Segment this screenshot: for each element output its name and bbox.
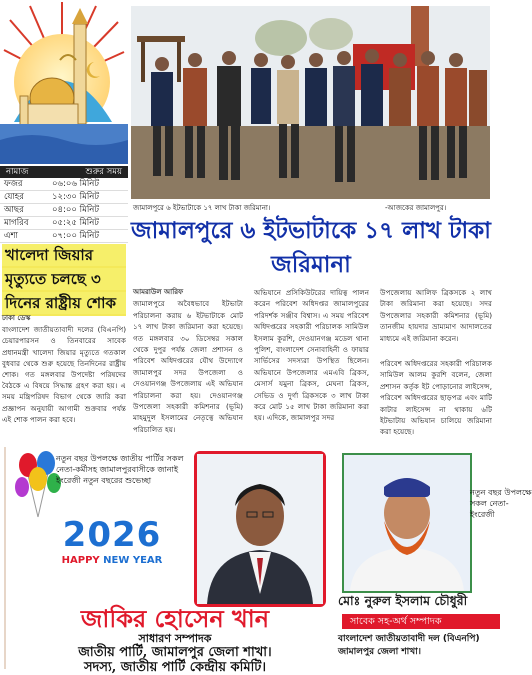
ad-greeting-line: সকল নেতা-	[470, 499, 509, 508]
prayer-name: মাগরিব	[4, 218, 29, 228]
prayer-name: আছর	[4, 205, 24, 215]
prayer-name: ফজর	[4, 179, 23, 189]
article-text: উপজেলায় আলিফ ব্রিকসকে ২ লাখ টাকা জরিমানা করা হয়েছে। সদর উপজেলার সহকারী কমিশনার (ভূমি) তানজীম হায়দার ভ্রাম্যমাণ আদালতের মাধ্যমে এই জরিমানা করেন।	[380, 288, 492, 343]
side-headline-line: মৃত্যুতে চলছে ৩	[2, 268, 126, 290]
prayer-time: ১২:৩০ মিনিট	[52, 192, 99, 202]
prayer-time: ০৫:২৫ মিনিট	[52, 218, 99, 228]
photo-credit: -আজকের জামালপুর।	[385, 204, 447, 212]
portrait-photo	[342, 453, 472, 593]
article-text: অভিযানে প্রসিকিউটরের দায়িত্ব পালন করেন পরিবেশ অধিদপ্তর জামালপুরের পরিদর্শক সঞ্জীব বিশ্বাস। এ সময় পরিবেশ অধিদপ্তরের সহকারী পরিচালক সামিউল ইসলাম কুরশি, দেওয়ানগঞ্জ মডেল থানা পুলিশ, বাংলাদেশ সেনাবাহিনী ও ফায়ার সার্ভিসের সদস্যরা উপস্থিত ছিলেন। অভিযানে উপজেলার এমএবি ব্রিকস, মেসার্স যমুনা ব্রিকস, মেঘনা ব্রিকস, সেভিড ও দুর্গা ব্রিকসকে ৩ লাখ টাকা করে মোট ১৫ লাখ টাকা জরিমানা করা হয়। এদিকে, জামালপুর সদর	[254, 288, 369, 423]
prayer-name: যোহর	[4, 192, 24, 202]
news-photo	[131, 6, 490, 199]
side-story-byline: ঢাকা ডেস্ক	[2, 314, 31, 322]
side-headline-line: খালেদা জিয়ার	[2, 244, 126, 266]
prayer-header-name: নামাজ	[6, 167, 29, 177]
portrait-bearded-man-icon	[344, 455, 470, 591]
side-story-body	[2, 313, 126, 425]
mosque-logo	[0, 0, 128, 164]
ad-greeting-line: ইংরেজী নতুন বছরের শুভেচ্ছা	[56, 476, 152, 485]
prayer-name: এশা	[4, 231, 18, 241]
side-story-headline[interactable]	[2, 244, 126, 316]
ad-person-title: বাংলাদেশ জাতীয়তাবাদী দল (বিএনপি)	[338, 634, 480, 644]
ad-person-title: জাতীয় পার্টি, জামালপুর জেলা শাখা।	[78, 645, 272, 660]
ad-person-title: জামালপুর জেলা শাখা।	[338, 647, 421, 657]
new-year-text: NEW YEAR	[103, 555, 163, 566]
prayer-times-table	[0, 166, 128, 242]
side-headline-line: দিনের রাষ্ট্রীয় শোক	[2, 292, 126, 314]
prayer-time: ০৬:০৬ মিনিট	[52, 179, 99, 189]
prayer-header-time: শুরুর সময়	[85, 167, 122, 177]
photo-caption: জামালপুরে ৬ ইটভাটাকে ১৭ লাখ টাকা জরিমানা।	[133, 204, 271, 212]
ad-greeting-line: নেতা-কর্মীসহ জামালপুরবাসীকে জানাই	[56, 465, 179, 474]
new-year-badge	[52, 515, 172, 567]
group-photo-icon	[131, 6, 490, 199]
ad-person-title: সাবেক সহ-অর্থ সম্পাদক	[342, 614, 500, 629]
portrait-man-icon	[197, 454, 323, 604]
prayer-time: ০৭:০০ মিনিট	[52, 231, 99, 241]
greeting-ad-bnp	[338, 447, 532, 669]
mosque-illustration-icon	[0, 0, 128, 164]
article-column-1	[133, 287, 243, 435]
ad-person-title: সদস্য, জাতীয় পার্টি কেন্দ্রীয় কমিটি।	[83, 660, 267, 675]
article-text: জামালপুরে অবৈধভাবে ইটভাটা পরিচালনা করায় ৬ ইটভাটাকে মোট ১৭ লাখ টাকা জরিমানা করা হয়েছে। গত মঙ্গলবার ৩০ ডিসেম্বর সকাল থেকে দুপুর পর্যন্ত জেলা প্রশাসন ও পরিবেশ অধিদপ্তরের যৌথ উদ্যোগে জামালপুর সদর উপজেলা ও দেওয়ানগঞ্জ উপজেলায় এই অভিযান পরিচালনা করা হয়। দেওয়ানগঞ্জ উপজেলা সহকারী কমিশনার (ভূমি) মাহমুদুল ইসলামের নেতৃত্বে অভিযান পরিচালিত হয়।	[133, 299, 243, 434]
article-byline: আমরাউল আরিফ	[133, 288, 184, 296]
article-text: পরিবেশ অধিদপ্তরের সহকারী পরিচালক সামিউল আলম কুরশি বলেন, জেলা প্রশাসন কর্তৃক ইট পোড়ানোর লাইসেন্স, পরিবেশ অধিদপ্তরের ছাড়পত্র এবং মাটি কাটার লাইসেন্স না থাকায় ৬টি ইটভাটায় অভিযান চালিয়ে জরিমানা করা হয়েছে।	[380, 359, 492, 437]
portrait-photo	[194, 451, 326, 607]
main-headline[interactable]: জামালপুরে ৬ ইটভাটাকে ১৭ লাখ টাকা জরিমানা	[131, 217, 491, 278]
ad-person-name: মোঃ নুরুল ইসলাম চৌধুরী	[338, 593, 468, 608]
ad-greeting-line: ইংরেজী	[470, 510, 495, 519]
ad-greeting-line: নতুন বছর উপলক্ষে	[470, 488, 532, 497]
prayer-time: ০৪:০০ মিনিট	[52, 205, 99, 215]
article-column-2	[254, 287, 369, 424]
side-story-text: বাংলাদেশ জাতীয়তাবাদী দলের (বিএনপি) চেয়ারপারসন ও তিনবারের সাবেক প্রধানমন্ত্রী খালেদা জিয়ার মৃত্যুতে গতকাল বুধবার থেকে শুরু হয়েছে তিনদিনের রাষ্ট্রীয় শোক। গত মঙ্গলবার উপদেষ্টা পরিষদের বৈঠকে এ বিষয়ে সিদ্ধান্ত গ্রহণ করা হয়। এ সময় মন্ত্রিপরিষদ বিভাগ থেকে জারি করা প্রজ্ঞাপন অনুযায়ী আগামী শুক্রবার পর্যন্ত এই শোক পালন করা হবে।	[2, 325, 126, 424]
ad-person-title: সাধারণ সম্পাদক	[138, 632, 212, 645]
article-column-3	[380, 287, 492, 438]
new-year-number: 2026	[62, 515, 162, 555]
prayer-row	[0, 230, 128, 243]
ad-greeting-line: নতুন বছর উপলক্ষে জাতীয় পার্টির সকল	[56, 454, 184, 463]
balloons-icon	[14, 449, 62, 519]
ad-person-name: জাকির হোসেন খান	[80, 604, 270, 633]
greeting-ad-jatiya-party	[4, 447, 336, 675]
happy-text: HAPPY	[61, 555, 100, 566]
